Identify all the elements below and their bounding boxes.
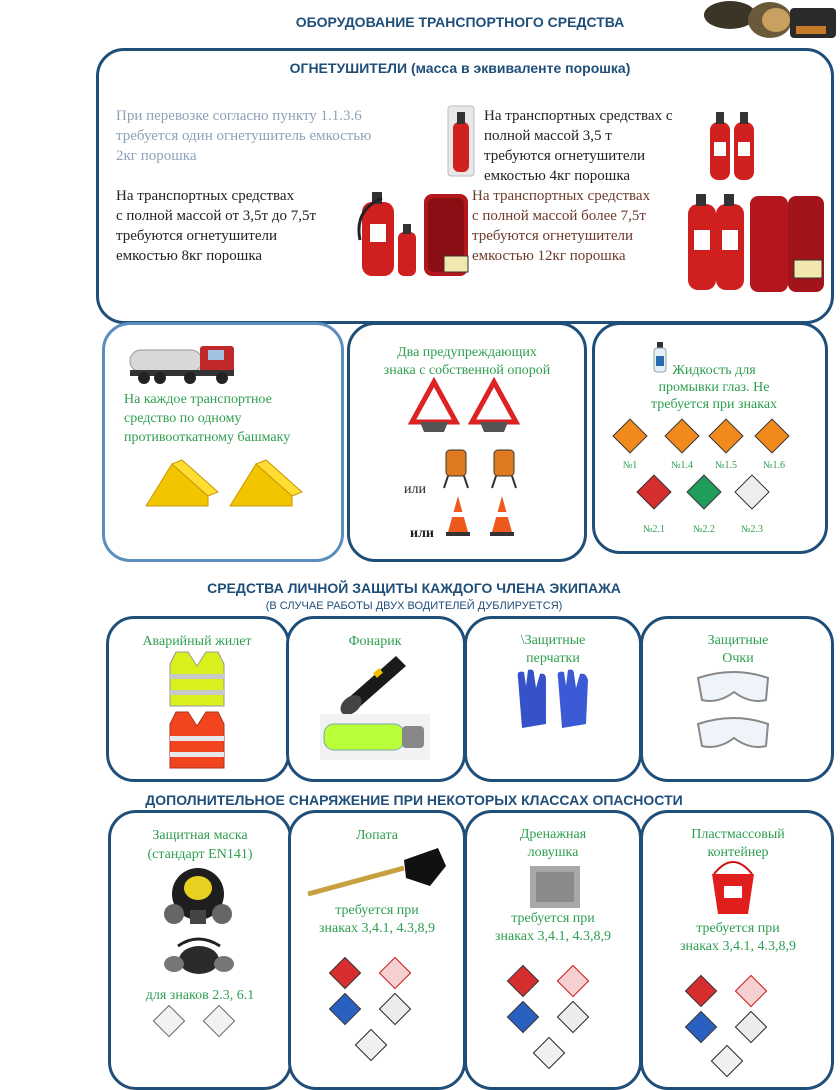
extinguisher-rule-2: На транспортных средствах с полной массой 3,5 т требуются огнетушители емкостью 4кг порошка — [484, 108, 673, 184]
or-text-1: или — [404, 482, 426, 497]
warning-triangle-icon — [410, 380, 530, 436]
gloves-label: \Защитные перчатки — [520, 633, 586, 666]
extinguisher-rule-4: На транспортных средствах с полной массой более 7,5т требуются огнетушители емкостью 12кг порошка — [472, 188, 651, 264]
flashlight-icon — [318, 652, 436, 760]
extra-heading: ДОПОЛНИТЕЛЬНОЕ СНАРЯЖЕНИЕ ПРИ НЕКОТОРЫХ КЛАССАХ ОПАСНОСТИ — [145, 792, 683, 808]
hazard-label-2-2: №2.2 — [692, 524, 716, 535]
extinguishers-heading: ОГНЕТУШИТЕЛИ (масса в эквиваленте порошка) — [289, 60, 631, 76]
hazard-label-2-1: №2.1 — [642, 524, 666, 535]
gas-mask-icon — [160, 866, 236, 930]
hazard-sign-row2-icon — [636, 476, 776, 512]
mask-label: Защитная маска (стандарт EN141) — [147, 828, 253, 862]
extinguisher-rule-1: При перевозке согласно пункту 1.1.3.6 требуется один огнетушитель емкостью 2кг порошка — [116, 108, 372, 164]
hazard-label-1-6: №1.6 — [762, 460, 786, 471]
hazard-label-1-5: №1.5 — [714, 460, 738, 471]
drain-trap-icon — [530, 866, 580, 908]
drain-note: требуется при знаках 3,4.1, 4.3,8,9 — [494, 911, 612, 944]
container-label: Пластмассовый контейнер — [691, 827, 785, 860]
extinguisher-rule-3: На транспортных средствах с полной массой от 3,5т до 7,5т требуются огнетушители емкостью 8кг порошка — [116, 188, 317, 264]
chock-text: На каждое транспортное средство по одному противооткатному башмаку — [124, 392, 291, 445]
ppe-subheading: (В СЛУЧАЕ РАБОТЫ ДВУХ ВОДИТЕЛЕЙ ДУБЛИРУЕТСЯ) — [265, 600, 563, 612]
toxic-gas-signs-icon — [150, 1004, 242, 1040]
gloves-icon — [512, 668, 596, 730]
or-text-2: или — [410, 526, 434, 541]
extinguisher-2kg-icon — [446, 104, 476, 178]
warning-lamp-icon — [442, 448, 522, 490]
vest-label: Аварийный жилет — [142, 634, 252, 649]
hazard-signs-drain-icon — [504, 964, 604, 1074]
ppe-heading: СРЕДСТВА ЛИЧНОЙ ЗАЩИТЫ КАЖДОГО ЧЛЕНА ЭКИПАЖА — [207, 580, 621, 596]
shovel-note: требуется при знаках 3,4.1, 4.3,8,9 — [318, 903, 436, 936]
page-title: ОБОРУДОВАНИЕ ТРАНСПОРТНОГО СРЕДСТВА — [295, 14, 625, 30]
respirator-icon — [160, 936, 238, 978]
flashlight-label: Фонарик — [348, 634, 402, 649]
hazard-signs-shovel-icon — [326, 956, 426, 1066]
hazard-label-1-4: №1.4 — [670, 460, 694, 471]
drain-label: Дренажная ловушка — [519, 827, 587, 860]
warning-sign-text: Два предупреждающих знака с собственной опорой — [383, 345, 551, 378]
goggles-label: Защитные Очки — [707, 633, 769, 666]
extinguisher-12kg-icon — [682, 190, 828, 294]
mask-note: для знаков 2.3, 6.1 — [145, 988, 255, 1003]
container-note: требуется при знаках 3,4.1, 4.3,8,9 — [679, 921, 797, 954]
hazard-signs-container-icon — [682, 974, 782, 1080]
shovel-label: Лопата — [356, 828, 398, 843]
hazard-sign-row1-icon — [612, 420, 812, 456]
truck-icon — [130, 340, 238, 386]
bucket-icon — [708, 858, 758, 916]
hazard-label-2-3: №2.3 — [740, 524, 764, 535]
shovel-icon — [306, 846, 448, 898]
safety-goggles-icon — [694, 668, 774, 760]
wheel-chock-icon — [142, 456, 312, 512]
extinguisher-4kg-icon — [706, 108, 758, 184]
traffic-cone-icon — [446, 494, 522, 538]
extinguisher-8kg-icon — [354, 190, 472, 280]
eyewash-text: Жидкость для промывки глаз. Не требуется при знаках — [650, 363, 778, 412]
hazard-label-1: №1 — [622, 460, 638, 471]
safety-vest-icon — [166, 650, 228, 774]
